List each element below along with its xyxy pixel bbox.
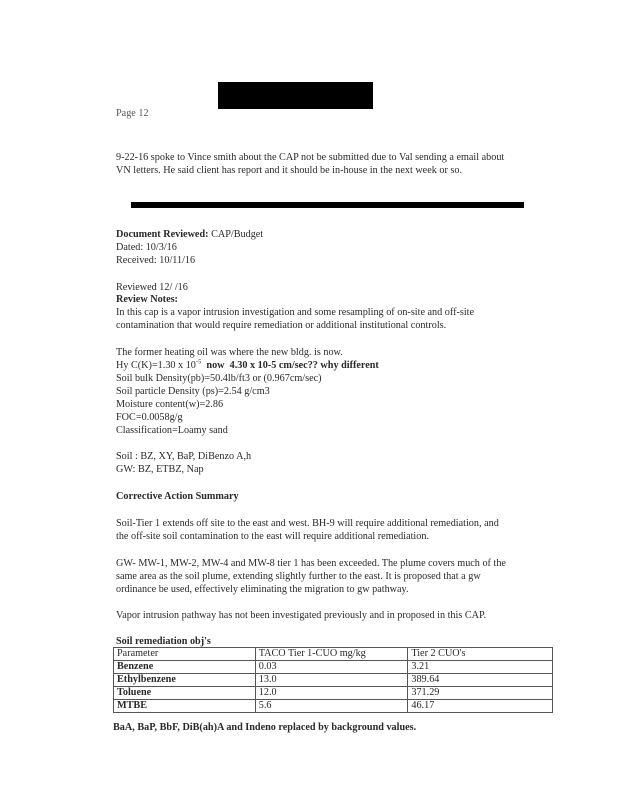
table-row bbox=[114, 687, 553, 700]
review-notes-line-2: contamination that would require remediation or additional institutional controls. bbox=[116, 320, 447, 331]
redaction-bar bbox=[131, 202, 524, 208]
received: Received: 10/11/16 bbox=[116, 255, 196, 266]
table-row bbox=[114, 674, 553, 687]
summary-p1-line-1: Soil-Tier 1 extends off site to the east and west. BH-9 will require additional remediation, and bbox=[116, 518, 499, 529]
document-reviewed-label: Document Reviewed: bbox=[116, 229, 209, 240]
table-header-row bbox=[114, 648, 553, 661]
cell-parameter: Benzene bbox=[114, 661, 256, 674]
cell-tier1: 5.6 bbox=[255, 700, 408, 713]
heating-oil-line: The former heating oil was where the new bldg. is now. bbox=[116, 347, 343, 358]
header-parameter: Parameter bbox=[114, 648, 256, 661]
page-label: Page 12 bbox=[116, 108, 149, 119]
document-reviewed bbox=[116, 228, 263, 241]
summary-heading: Corrective Action Summary bbox=[116, 491, 239, 502]
review-notes-line-1: In this cap is a vapor intrusion investigation and some resampling of on-site and off-site bbox=[116, 307, 474, 318]
cell-tier1: 0.03 bbox=[255, 661, 408, 674]
summary-p2-line-2: same area as the soil plume, extending slightly further to the east. It is proposed that a gw bbox=[116, 571, 481, 582]
redaction-box bbox=[218, 82, 373, 109]
cell-parameter: MTBE bbox=[114, 700, 256, 713]
cell-tier2: 371.29 bbox=[408, 687, 553, 700]
remediation-title: Soil remediation obj's bbox=[116, 636, 211, 647]
summary-p2-line-1: GW- MW-1, MW-2, MW-4 and MW-8 tier 1 has been exceeded. The plume covers much of the bbox=[116, 558, 506, 569]
hy-note: now 4.30 x 10-5 cm/sec?? why different bbox=[201, 360, 379, 371]
note-line-2: VN letters. He said client has report and it should be in-house in the next week or so. bbox=[116, 165, 463, 176]
dated: Dated: 10/3/16 bbox=[116, 242, 177, 253]
summary-p1-line-2: the off-site soil contamination to the east will require additional remediation. bbox=[116, 531, 429, 542]
header-tier2: Tier 2 CUO's bbox=[408, 648, 553, 661]
soil-contaminants: Soil : BZ, XY, BaP, DiBenzo A,h bbox=[116, 451, 252, 462]
soil-particle-density: Soil particle Density (ps)=2.54 g/cm3 bbox=[116, 386, 270, 397]
summary-p3: Vapor intrusion pathway has not been investigated previously and in proposed in this CAP. bbox=[116, 610, 487, 621]
document-reviewed-value: CAP/Budget bbox=[211, 229, 264, 240]
cell-parameter: Toluene bbox=[114, 687, 256, 700]
summary-p2-line-3: ordinance be used, effectively eliminating the migration to gw pathway. bbox=[116, 584, 409, 595]
foc: FOC=0.0058g/g bbox=[116, 412, 183, 423]
remediation-footnote: BaA, BaP, BbF, DiB(ah)A and Indeno replaced by background values. bbox=[113, 722, 417, 733]
cell-parameter: Ethylbenzene bbox=[114, 674, 256, 687]
table-row bbox=[114, 700, 553, 713]
header-tier1: TACO Tier 1-CUO mg/kg bbox=[255, 648, 408, 661]
reviewed-date: Reviewed 12/ /16 bbox=[116, 282, 188, 293]
cell-tier1: 12.0 bbox=[255, 687, 408, 700]
hy-exponent: -5 bbox=[195, 358, 202, 366]
hy-prefix: Hy C(K)=1.30 x 10 bbox=[116, 360, 196, 371]
note-line-1: 9-22-16 spoke to Vince smith about the CAP not be submitted due to Val sending a email about bbox=[116, 152, 505, 163]
cell-tier2: 389.64 bbox=[408, 674, 553, 687]
gw-contaminants: GW: BZ, ETBZ, Nap bbox=[116, 464, 204, 475]
cell-tier2: 3.21 bbox=[408, 661, 553, 674]
cell-tier1: 13.0 bbox=[255, 674, 408, 687]
review-notes-label: Review Notes: bbox=[116, 294, 178, 305]
soil-bulk-density: Soil bulk Density(pb)=50.4lb/ft3 or (0.967cm/sec) bbox=[116, 373, 322, 384]
remediation-table bbox=[113, 647, 553, 713]
cell-tier2: 46.17 bbox=[408, 700, 553, 713]
table-row bbox=[114, 661, 553, 674]
hydraulic-conductivity bbox=[116, 359, 379, 372]
classification: Classification=Loamy sand bbox=[116, 425, 228, 436]
moisture-content: Moisture content(w)=2.86 bbox=[116, 399, 224, 410]
